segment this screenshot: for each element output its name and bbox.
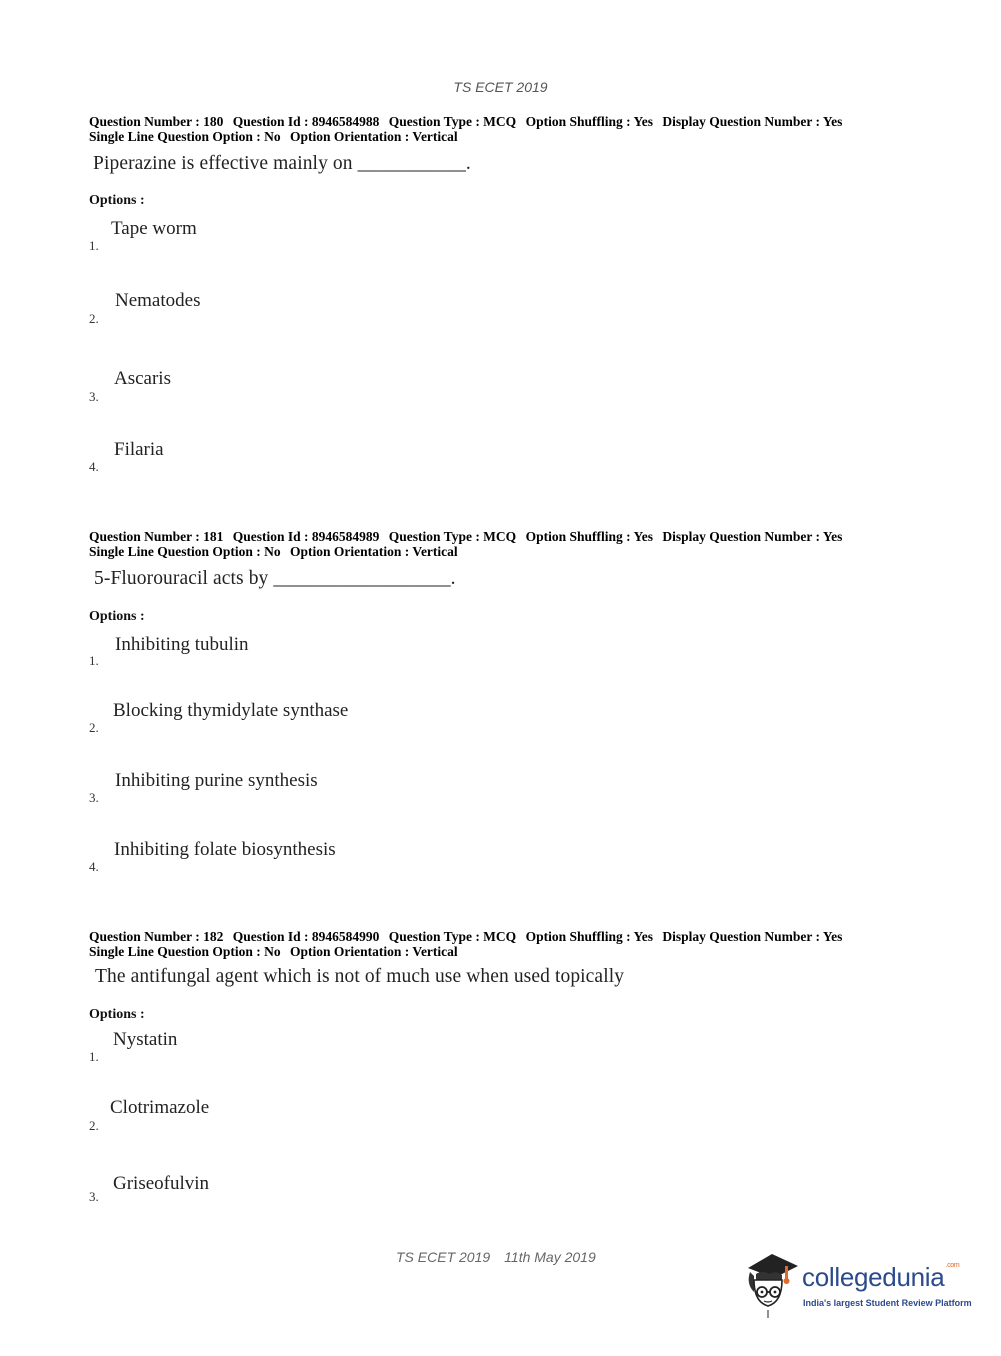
meta-line-2 (89, 544, 909, 559)
option-number: 3. (89, 1189, 99, 1204)
meta-orientation: Option Orientation : Vertical (290, 544, 458, 559)
meta-single-line: Single Line Question Option : No (89, 129, 281, 144)
option-number: 4. (89, 459, 99, 474)
meta-orientation: Option Orientation : Vertical (290, 944, 458, 959)
options-label: Options : (89, 193, 145, 208)
meta-display-number: Display Question Number : Yes (662, 114, 843, 129)
meta-option-shuffling: Option Shuffling : Yes (525, 929, 653, 944)
meta-question-number: Question Number : 180 (89, 114, 224, 129)
meta-orientation: Option Orientation : Vertical (290, 129, 458, 144)
option-text: Inhibiting tubulin (115, 634, 249, 655)
question-text: The antifungal agent which is not of much use when used topically (95, 966, 625, 987)
option-text: Inhibiting purine synthesis (115, 770, 318, 791)
option-number: 3. (89, 790, 99, 805)
meta-display-number: Display Question Number : Yes (662, 929, 843, 944)
meta-display-number: Display Question Number : Yes (662, 529, 843, 544)
options-label: Options : (89, 609, 145, 624)
question-meta (89, 114, 909, 144)
meta-single-line: Single Line Question Option : No (89, 944, 281, 959)
meta-question-id: Question Id : 8946584990 (232, 929, 380, 944)
student-mascot-icon (742, 1250, 804, 1320)
meta-question-number: Question Number : 181 (89, 529, 224, 544)
option-text: Tape worm (111, 218, 197, 239)
option-number: 4. (89, 859, 99, 874)
option-text: Ascaris (114, 368, 171, 389)
option-text: Nematodes (115, 290, 201, 311)
meta-single-line: Single Line Question Option : No (89, 544, 281, 559)
meta-option-shuffling: Option Shuffling : Yes (525, 529, 653, 544)
meta-line-2 (89, 129, 909, 144)
question-meta (89, 529, 909, 559)
meta-line-1 (89, 529, 909, 544)
page-header: TS ECET 2019 (453, 79, 548, 95)
logo-wordmark (802, 1262, 959, 1293)
meta-option-shuffling: Option Shuffling : Yes (525, 114, 653, 129)
option-number: 2. (89, 311, 99, 326)
option-text: Griseofulvin (113, 1173, 210, 1194)
logo-name: collegedunia (802, 1262, 945, 1292)
collegedunia-logo (742, 1250, 972, 1320)
option-text: Clotrimazole (110, 1097, 210, 1118)
meta-question-type: Question Type : MCQ (388, 114, 517, 129)
meta-line-1 (89, 929, 909, 944)
option-number: 2. (89, 720, 99, 735)
meta-line-2 (89, 944, 909, 959)
option-number: 1. (89, 238, 99, 253)
option-number: 3. (89, 389, 99, 404)
question-text: 5-Fluorouracil acts by __________________. (94, 568, 456, 589)
option-text: Nystatin (113, 1029, 178, 1050)
meta-question-type: Question Type : MCQ (388, 929, 517, 944)
logo-tagline: India's largest Student Review Platform (803, 1298, 972, 1308)
page-footer (396, 1249, 610, 1265)
question-meta (89, 929, 909, 959)
meta-line-1 (89, 114, 909, 129)
option-text: Inhibiting folate biosynthesis (114, 839, 336, 860)
footer-date: 11th May 2019 (504, 1249, 596, 1265)
option-text: Blocking thymidylate synthase (113, 700, 349, 721)
option-text: Filaria (114, 439, 164, 460)
meta-question-number: Question Number : 182 (89, 929, 224, 944)
question-text: Piperazine is effective mainly on ___________. (93, 153, 471, 174)
meta-question-id: Question Id : 8946584988 (232, 114, 380, 129)
meta-question-id: Question Id : 8946584989 (232, 529, 380, 544)
meta-question-type: Question Type : MCQ (388, 529, 517, 544)
footer-exam: TS ECET 2019 (396, 1249, 491, 1265)
logo-domain: .com (945, 1262, 960, 1269)
option-number: 1. (89, 1049, 99, 1064)
option-number: 1. (89, 653, 99, 668)
option-number: 2. (89, 1118, 99, 1133)
options-label: Options : (89, 1007, 145, 1022)
